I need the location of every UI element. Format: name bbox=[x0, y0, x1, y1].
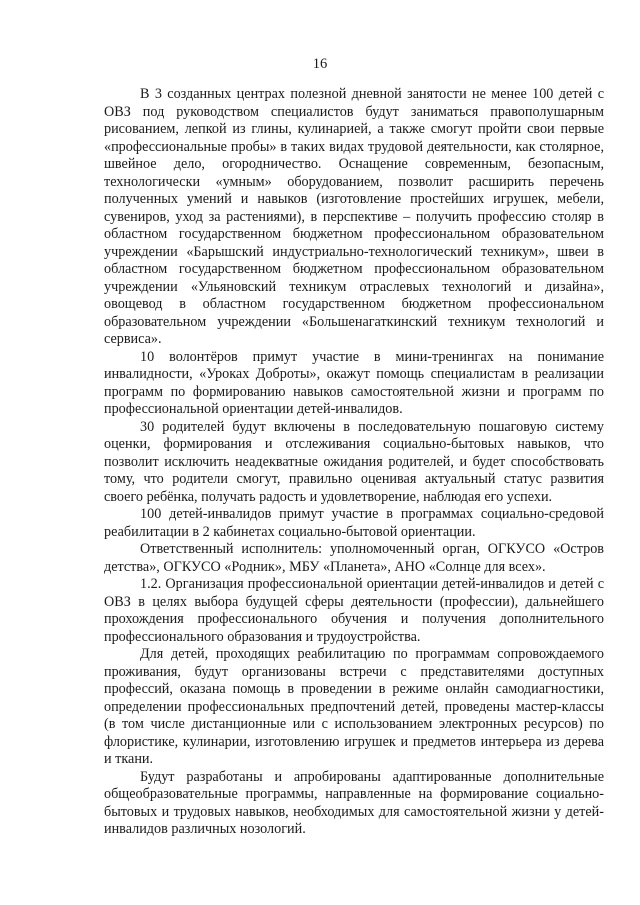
paragraph-day-centers: В 3 созданных центрах полезной дневной занятости не менее 100 детей с ОВЗ под руководством специалистов будут заниматься правополушарным рисованием, лепкой из глины, кулинарией, а также смогут пройти свои первые «профессиональные пробы» в таких видах трудовой деятельности, как столярное, швейное дело, огородничество. Оснащение современным, безопасным, технологически «умным» оборудованием, позволит расширить перечень полученных умений и навыков (изготовление простейших игрушек, мебели, сувениров, уход за растениями), в перспективе – получить профессию столяр в областном государственном бюджетном профессиональном образовательном учреждении «Барышский индустриально-технологический техникум», швеи в областном государственном бюджетном профессиональном образовательном учреждении «Ульяновский техникум отраслевых технологий и дизайна», овощевод в областном государственном бюджетном профессиональном образовательном учреждении «Большенагаткинский техникум технологий и сервиса». bbox=[104, 86, 604, 347]
paragraph-adapted-programs: Будут разработаны и апробированы адаптированные дополнительные общеобразовательные программы, направленные на формирование социально-бытовых и трудовых навыков, необходимых для самостоятельной жизни у детей-инвалидов различных нозологий. bbox=[104, 768, 604, 837]
page-number: 16 bbox=[312, 56, 328, 72]
paragraph-parents: 30 родителей будут включены в последовательную пошаговую систему оценки, формирования и отслеживания социально-бытовых навыков, что позволит исключить неадекватные ожидания родителей, и будет способствовать тому, что родители смогут, правильно оценивая актуальный статус развития своего ребёнка, получать радость и удовлетворение, наблюдая его успехи. bbox=[104, 418, 604, 505]
paragraph-rehabilitation: 100 детей-инвалидов примут участие в программах социально-средовой реабилитации в 2 кабинетах социально-бытовой ориентации. bbox=[104, 506, 604, 540]
document-body bbox=[104, 86, 604, 839]
paragraph-section-1-2: 1.2. Организация профессиональной ориентации детей-инвалидов и детей с ОВЗ в целях выбора будущей сферы деятельности (профессии), дальнейшего прохождения профессионального обучения и получения дополнительного профессионального образования и трудоустройства. bbox=[104, 576, 604, 645]
paragraph-supported-living: Для детей, проходящих реабилитацию по программам сопровождаемого проживания, будут организованы встречи с представителями доступных профессий, оказана помощь в проведении в режиме онлайн самодиагностики, определении профессиональных предпочтений детей, проведены мастер-классы (в том числе дистанционные или с использованием электронных ресурсов) по флористике, кулинарии, изготовлению игрушек и предметов интерьера из дерева и ткани. bbox=[104, 646, 604, 767]
paragraph-volunteers: 10 волонтёров примут участие в мини-тренингах на понимание инвалидности, «Уроках Доброты», окажут помощь специалистам в реализации программ по формированию навыков самостоятельной жизни и программ по профессиональной ориентации детей-инвалидов. bbox=[104, 348, 604, 417]
paragraph-responsible-executor: Ответственный исполнитель: уполномоченный орган, ОГКУСО «Остров детства», ОГКУСО «Родник», МБУ «Планета», АНО «Солнце для всех». bbox=[104, 541, 604, 575]
